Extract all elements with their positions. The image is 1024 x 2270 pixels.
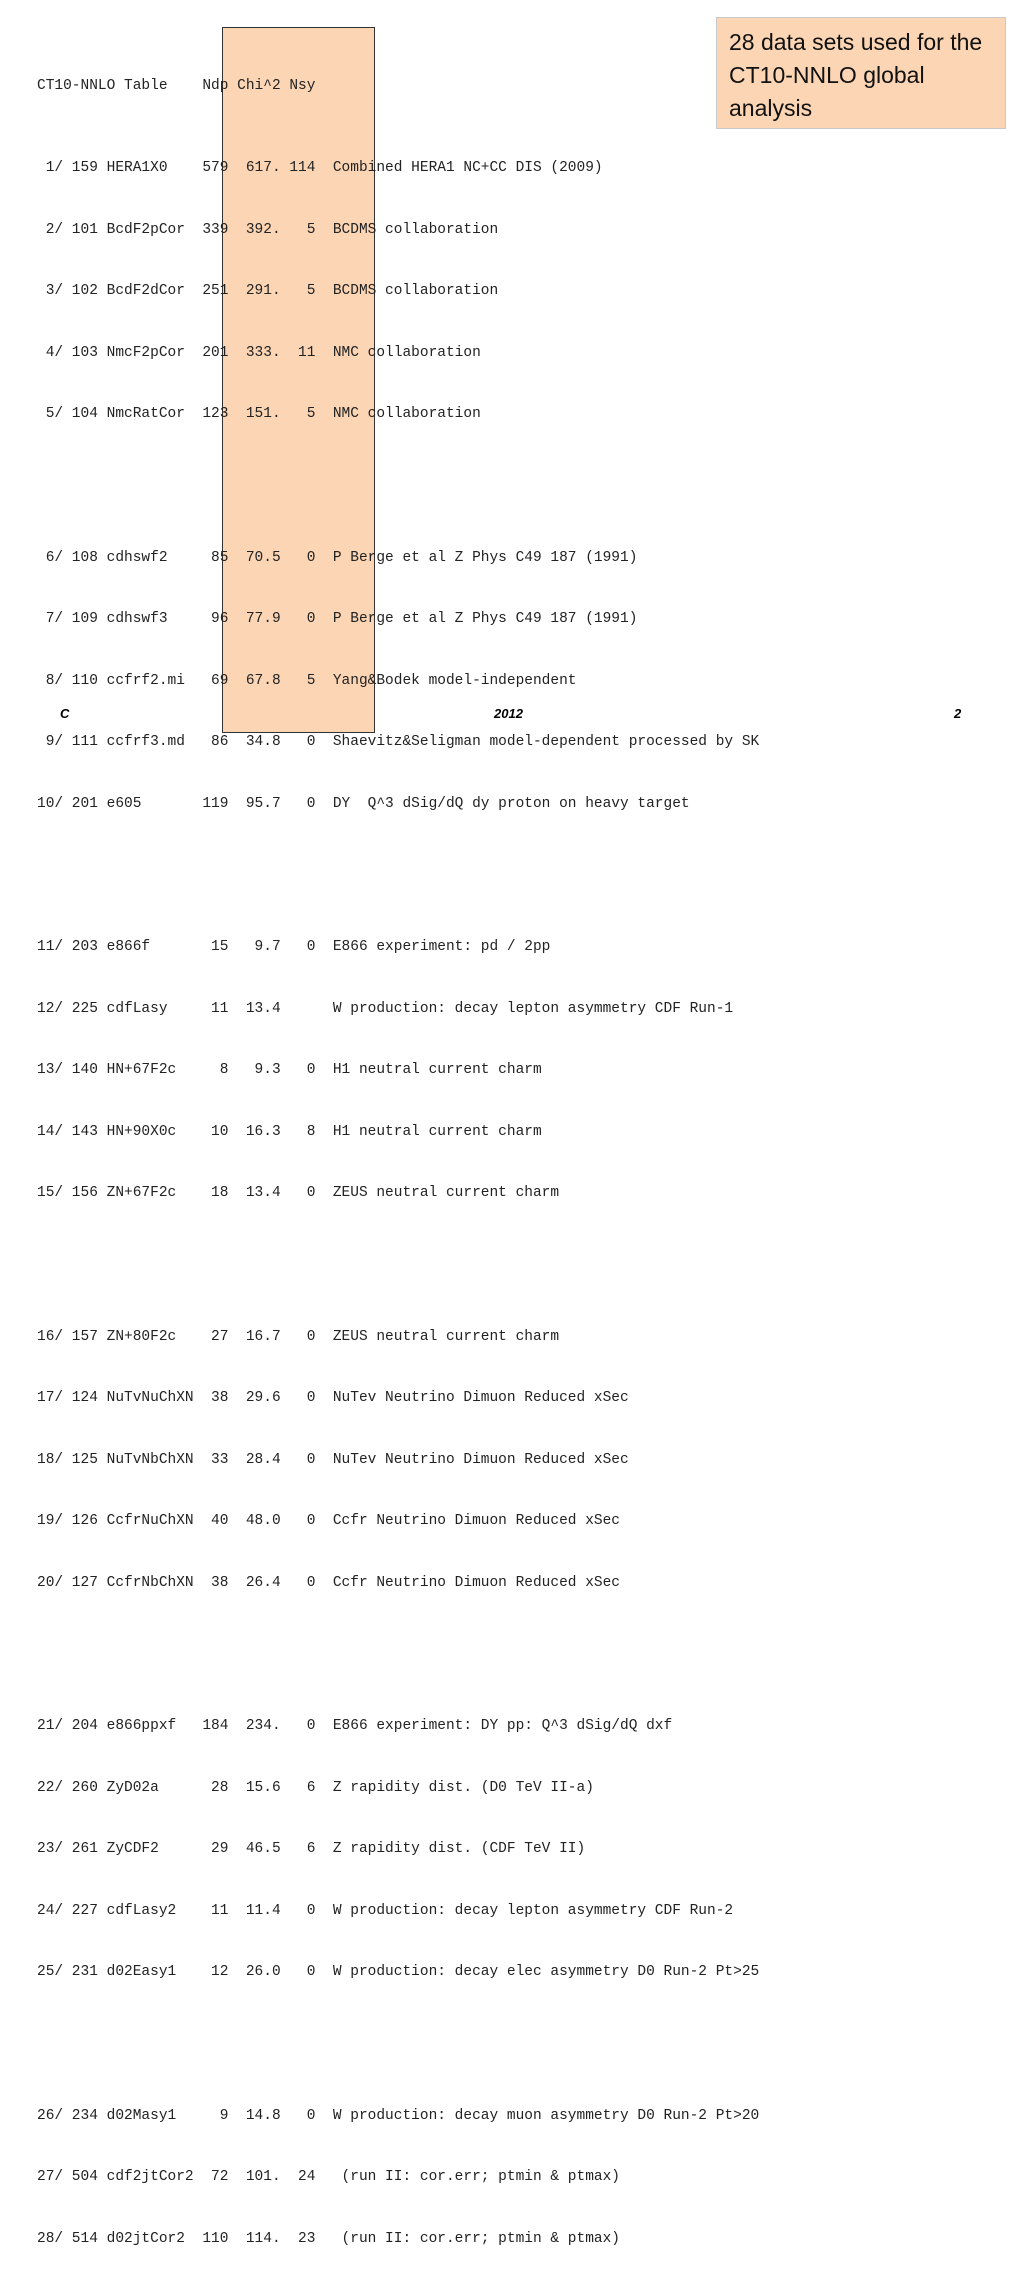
table-row: 1/ 159 HERA1X0 579 617. 114 Combined HERA1 NC+CC DIS (2009) xyxy=(37,160,603,176)
table-row: 5/ 104 NmcRatCor 123 151. 5 NMC collaboration xyxy=(37,406,481,422)
table-row: 8/ 110 ccfrf2.mi 69 67.8 5 Yang&Bodek model-independent xyxy=(37,672,577,689)
table-row: 14/ 143 HN+90X0c 10 16.3 8 H1 neutral current charm xyxy=(37,1123,542,1140)
table-row: 24/ 227 cdfLasy2 11 11.4 0 W production: decay lepton asymmetry CDF Run-2 xyxy=(37,1902,734,1919)
group-spacer xyxy=(37,2024,759,2045)
table-row: 28/ 514 d02jtCor2 110 114. 23 (run II: cor.err; ptmin & ptmax) xyxy=(37,2230,620,2247)
table-row: 22/ 260 ZyD02a 28 15.6 6 Z rapidity dist. (D0 TeV II-a) xyxy=(37,1779,594,1796)
table-row: 10/ 201 e605 119 95.7 0 DY Q^3 dSig/dQ dy proton on heavy target xyxy=(37,795,690,812)
group-spacer xyxy=(37,466,759,487)
footer-year: 2012 xyxy=(494,706,523,721)
table-row: 13/ 140 HN+67F2c 8 9.3 0 H1 neutral current charm xyxy=(37,1062,542,1078)
group-spacer xyxy=(37,1634,759,1655)
table-row: 3/ 102 BcdF2dCor 251 291. 5 BCDMS collaboration xyxy=(37,283,499,299)
slide-number: 2 xyxy=(954,706,962,721)
table-row: 23/ 261 ZyCDF2 29 46.5 6 Z rapidity dist. (CDF TeV II) xyxy=(37,1841,586,1857)
table-row: 15/ 156 ZN+67F2c 18 13.4 0 ZEUS neutral current charm xyxy=(37,1185,560,1201)
callout-box xyxy=(716,17,1006,129)
table-row: 9/ 111 ccfrf3.md 86 34.8 0 Shaevitz&Seligman model-dependent processed by SK xyxy=(37,734,760,750)
table-row: 21/ 204 e866ppxf 184 234. 0 E866 experiment: DY pp: Q^3 dSig/dQ dxf xyxy=(37,1718,673,1734)
table-row: 25/ 231 d02Easy1 12 26.0 0 W production: decay elec asymmetry D0 Run-2 Pt>25 xyxy=(37,1964,760,1980)
table-row: 19/ 126 CcfrNuChXN 40 48.0 0 Ccfr Neutrino Dimuon Reduced xSec xyxy=(37,1513,620,1529)
table-row: 2/ 101 BcdF2pCor 339 392. 5 BCDMS collaboration xyxy=(37,221,499,238)
data-set-table xyxy=(37,35,759,2270)
table-row: 27/ 504 cdf2jtCor2 72 101. 24 (run II: cor.err; ptmin & ptmax) xyxy=(37,2169,620,2185)
group-spacer xyxy=(37,855,759,876)
footer-left-text: C xyxy=(60,706,70,721)
table-row: 17/ 124 NuTvNuChXN 38 29.6 0 NuTev Neutrino Dimuon Reduced xSec xyxy=(37,1390,629,1406)
table-row: 6/ 108 cdhswf2 85 70.5 0 P Berge et al Z Phys C49 187 (1991) xyxy=(37,549,638,566)
table-header: CT10-NNLO Table Ndp Chi^2 Nsy xyxy=(37,78,316,94)
table-row: 11/ 203 e866f 15 9.7 0 E866 experiment: pd / 2pp xyxy=(37,939,551,955)
table-row: 26/ 234 d02Masy1 9 14.8 0 W production: decay muon asymmetry D0 Run-2 Pt>20 xyxy=(37,2107,760,2124)
table-row: 7/ 109 cdhswf3 96 77.9 0 P Berge et al Z Phys C49 187 (1991) xyxy=(37,611,638,627)
table-row: 4/ 103 NmcF2pCor 201 333. 11 NMC collaboration xyxy=(37,344,481,361)
table-row: 18/ 125 NuTvNbChXN 33 28.4 0 NuTev Neutrino Dimuon Reduced xSec xyxy=(37,1451,629,1468)
group-spacer xyxy=(37,1245,759,1266)
table-row: 16/ 157 ZN+80F2c 27 16.7 0 ZEUS neutral current charm xyxy=(37,1328,560,1345)
table-row: 20/ 127 CcfrNbChXN 38 26.4 0 Ccfr Neutrino Dimuon Reduced xSec xyxy=(37,1574,620,1591)
table-row: 12/ 225 cdfLasy 11 13.4 W production: decay lepton asymmetry CDF Run-1 xyxy=(37,1000,734,1017)
callout-text: 28 data sets used for the CT10-NNLO global analysis xyxy=(729,29,983,121)
